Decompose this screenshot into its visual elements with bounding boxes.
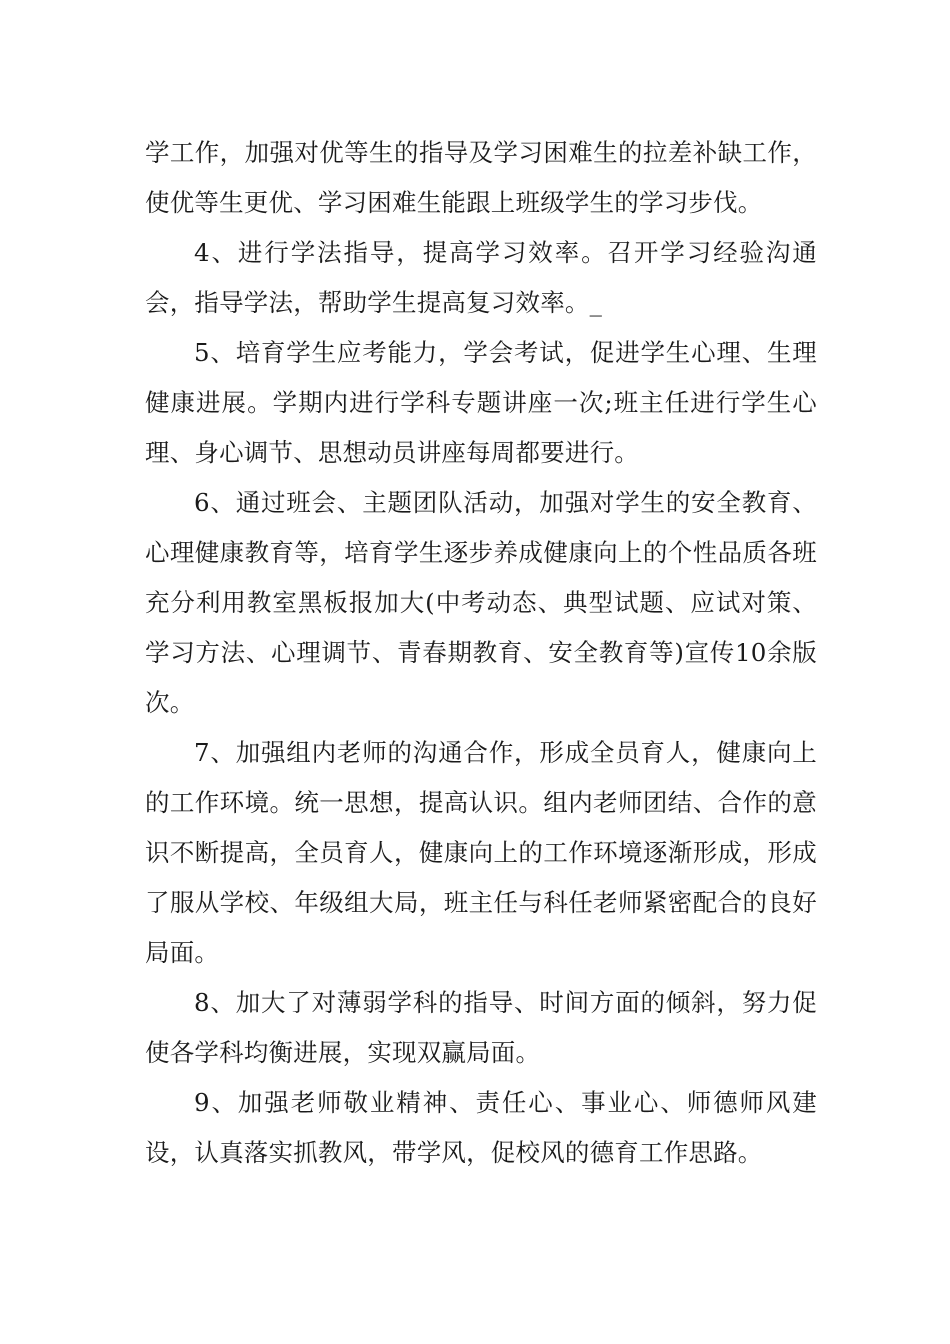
paragraph-item-5: 5、培育学生应考能力，学会考试，促进学生心理、生理健康进展。学期内进行学科专题讲座一次;班主任进行学生心理、身心调节、思想动员讲座每周都要进行。 <box>145 338 817 467</box>
paragraph-item-6: 6、通过班会、主题团队活动，加强对学生的安全教育、心理健康教育等，培育学生逐步养成健康向上的个性品质各班充分利用教室黑板报加大(中考动态、典型试题、应试对策、学习方法、心理调节、青春期教育、安全教育等)宣传10余版次。 <box>145 488 817 717</box>
paragraph-item-7: 7、加强组内老师的沟通合作，形成全员育人，健康向上的工作环境。统一思想，提高认识。组内老师团结、合作的意识不断提高，全员育人，健康向上的工作环境逐渐形成，形成了服从学校、年级组大局，班主任与科任老师紧密配合的良好局面。 <box>145 738 817 967</box>
paragraph-item-9: 9、加强老师敬业精神、责任心、事业心、师德师风建设，认真落实抓教风，带学风，促校风的德育工作思路。 <box>145 1088 817 1167</box>
document-body <box>145 128 817 1178</box>
paragraph-continuation: 学工作，加强对优等生的指导及学习困难生的拉差补缺工作，使优等生更优、学习困难生能跟上班级学生的学习步伐。 <box>145 138 817 217</box>
paragraph-item-4: 4、进行学法指导，提高学习效率。召开学习经验沟通会，指导学法，帮助学生提高复习效率。_ <box>145 238 817 317</box>
paragraph-item-8: 8、加大了对薄弱学科的指导、时间方面的倾斜，努力促使各学科均衡进展，实现双赢局面。 <box>145 988 817 1067</box>
